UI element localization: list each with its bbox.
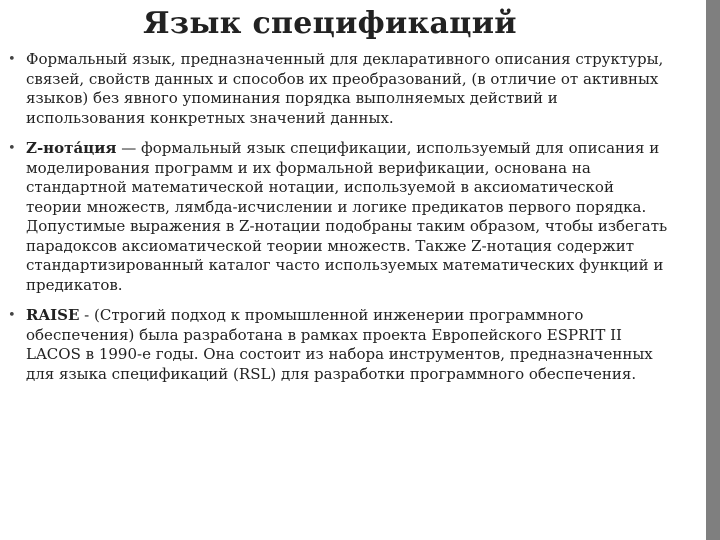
bullet-list [8, 50, 668, 395]
item-text: Формальный язык, предназначенный для декларативного описания структуры, связей, свойств данных и способов их преобразований, (в отличие от активных языков) без явного упоминания порядка выполняемых действий и использования конкретных значений данных. [26, 50, 664, 127]
list-item-z-notation [8, 139, 668, 295]
bullet-icon: • [8, 52, 16, 67]
bullet-icon: • [8, 141, 16, 156]
decorative-side-strip [706, 0, 720, 540]
bullet-icon: • [8, 308, 16, 323]
list-item-raise [8, 306, 668, 384]
list-item-formal-language [8, 50, 668, 128]
item-text: — формальный язык спецификации, используемый для описания и моделирования программ и их формальной верификации, основана на стандартной математической нотации, используемой в аксиоматической теории множеств, лямбда-исчислении и логике предикатов первого порядка. Допустимые выражения в Z-нотации подобраны таким образом, чтобы избегать парадоксов аксиоматической теории множеств. Также Z-нотация содержит стандартизированный каталог часто используемых математических функций и предикатов. [26, 139, 668, 294]
slide-title: Язык спецификаций [143, 6, 517, 41]
item-term: Z-нота́ция [26, 139, 117, 157]
item-text: - (Строгий подход к промышленной инженерии программного обеспечения) была разработана в рамках проекта Европейского ESPRIT II LACOS в 1990-е годы. Она состоит из набора инструментов, предназначенных для языка спецификаций (RSL) для разработки программного обеспечения. [26, 306, 653, 383]
item-term: RAISE [26, 306, 80, 324]
